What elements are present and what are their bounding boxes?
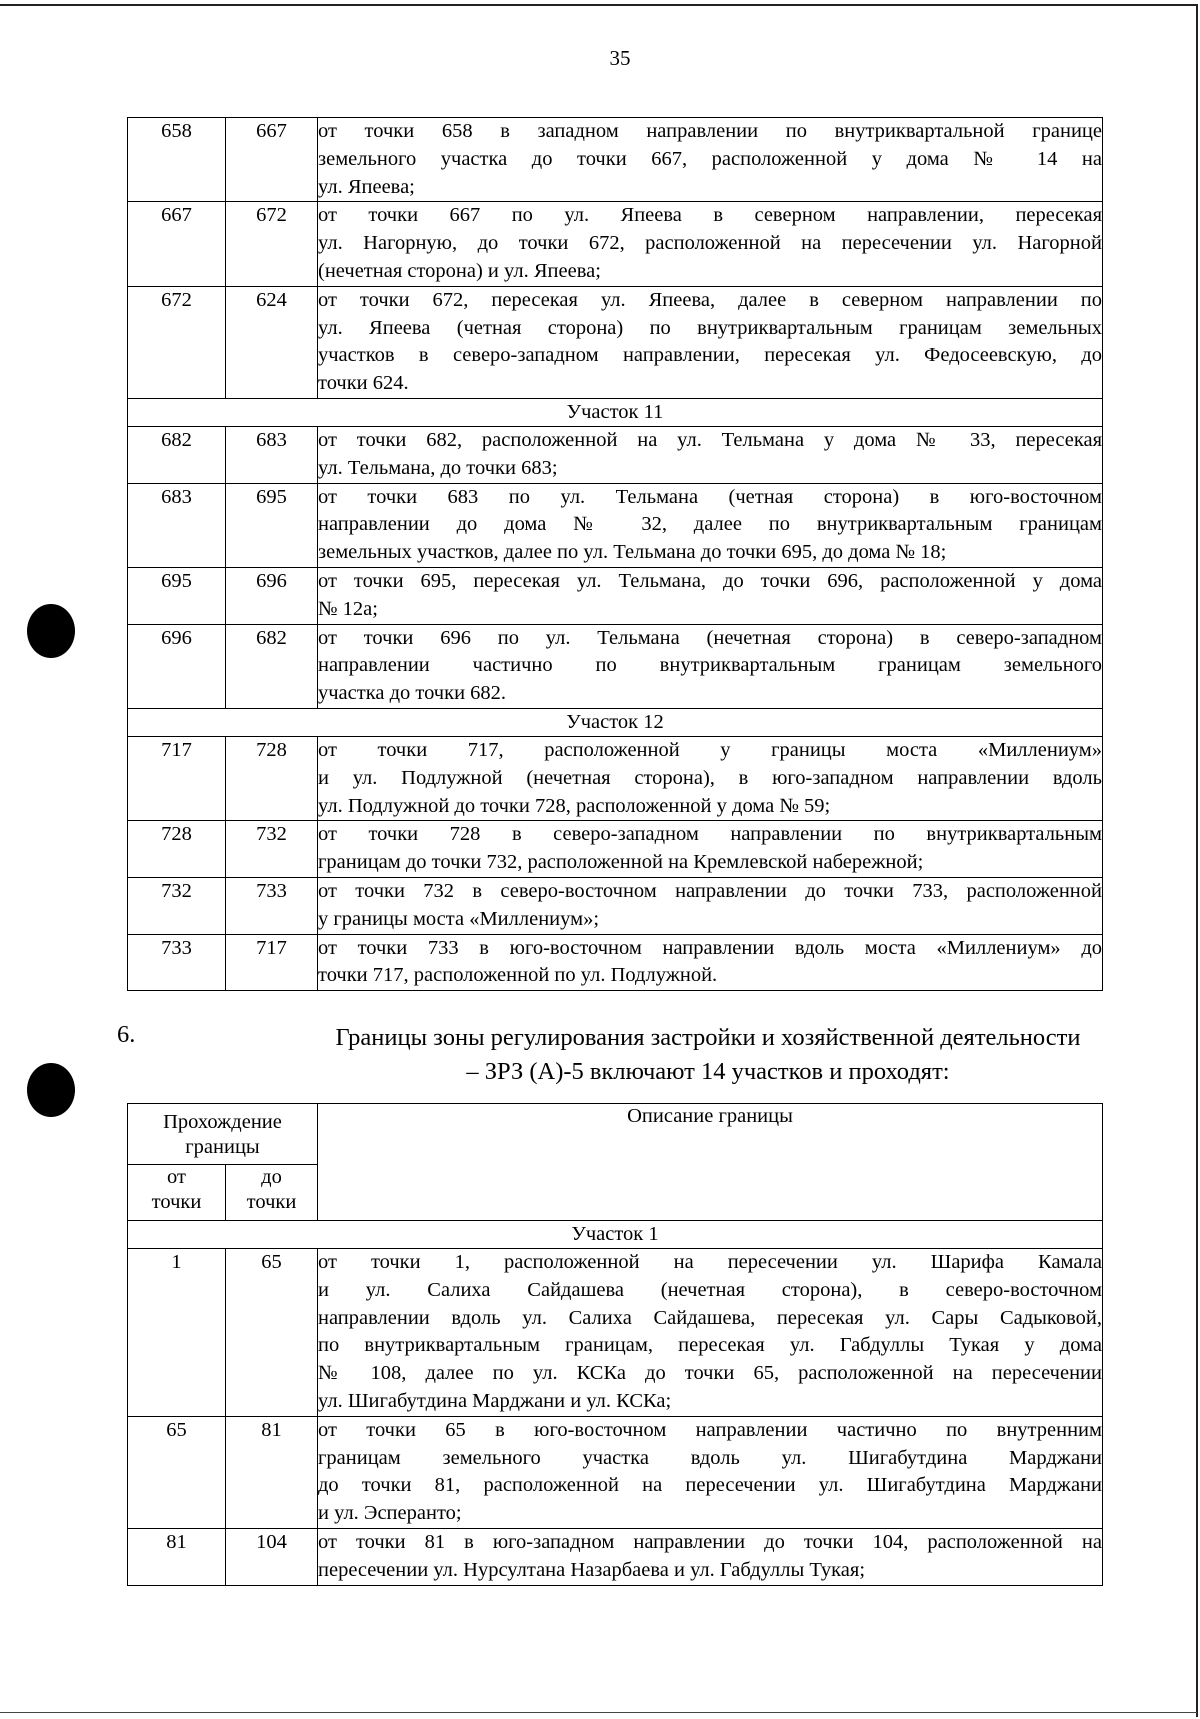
section-row: [128, 1221, 1103, 1249]
description-line: от точки 667 по ул. Япеева в северном направлении, пересекая: [318, 204, 1102, 227]
from-point-cell: 695: [128, 567, 226, 624]
description-line: от точки 733 в юго-восточном направлении вдоль моста «Миллениум» до: [318, 936, 1102, 959]
description-line: у границы моста «Миллениум»;: [318, 907, 600, 930]
table-row: [128, 934, 1103, 991]
description-line: от точки 695, пересекая ул. Тельмана, до точки 696, расположенной у дома: [318, 569, 1102, 592]
section-row: [128, 708, 1103, 736]
section-heading: [258, 1021, 1158, 1089]
to-point-cell: 682: [226, 624, 318, 708]
table-row: [128, 202, 1103, 286]
description-line: ул. Тельмана, до точки 683;: [318, 456, 558, 479]
to-point-cell: 104: [226, 1528, 318, 1585]
description-line: от точки 1, расположенной на пересечении ул. Шарифа Камала: [318, 1251, 1102, 1273]
description-line: от точки 732 в северо-восточном направлении до точки 733, расположенной: [318, 879, 1102, 902]
from-point-cell: 696: [128, 624, 226, 708]
description-line: от точки 672, пересекая ул. Япеева, далее в северном направлении по: [318, 288, 1102, 311]
punch-hole-mark: [27, 604, 75, 658]
description-cell: [318, 118, 1103, 202]
description-line: от точки 728 в северо-западном направлении по внутриквартальным: [318, 823, 1102, 846]
section-heading-line: Границы зоны регулирования застройки и хозяйственной деятельности: [335, 1024, 1081, 1051]
description-cell: [318, 202, 1103, 286]
from-header-line: от: [167, 1166, 186, 1188]
to-point-cell: 624: [226, 286, 318, 398]
boundary-table-zrz-a5: [127, 1103, 1103, 1586]
description-line: пересечении ул. Нурсултана Назарбаева и ул. Габдуллы Тукая;: [318, 1558, 866, 1581]
description-line: от точки 682, расположенной на ул. Тельмана у дома № 33, пересекая: [318, 428, 1102, 451]
description-cell: [318, 1249, 1103, 1417]
description-cell: [318, 736, 1103, 820]
description-cell: [318, 286, 1103, 398]
description-cell: [318, 821, 1103, 878]
from-header-line: точки: [151, 1191, 202, 1213]
to-point-cell: 732: [226, 821, 318, 878]
description-line: (нечетная сторона) и ул. Япеева;: [318, 259, 601, 282]
description-line: от точки 65 в юго-восточном направлении частично по внутренним: [318, 1418, 1102, 1441]
scan-border-right: [1196, 4, 1198, 1717]
table-row: [128, 1249, 1103, 1417]
to-header-line: точки: [246, 1191, 297, 1213]
description-cell: [318, 934, 1103, 991]
from-point-cell: 672: [128, 286, 226, 398]
description-line: земельного участка до точки 667, расположенной у дома № 14 на: [318, 147, 1102, 170]
description-line: границам до точки 732, расположенной на Кремлевской набережной;: [318, 851, 924, 874]
section-number: 6.: [117, 1021, 136, 1048]
scan-border-top: [0, 4, 1197, 6]
from-point-cell: 683: [128, 483, 226, 567]
table-row: [128, 118, 1103, 202]
table-row: [128, 821, 1103, 878]
description-line: от точки 717, расположенной у границы моста «Миллениум»: [318, 738, 1102, 761]
description-cell: [318, 624, 1103, 708]
description-line: ул. Нагорную, до точки 672, расположенной на пересечении ул. Нагорной: [318, 232, 1102, 255]
to-point-cell: 728: [226, 736, 318, 820]
table-row: [128, 736, 1103, 820]
scan-border-bottom: [0, 1712, 1197, 1713]
description-line: направлении вдоль ул. Салиха Сайдашева, пересекая ул. Сары Садыковой,: [318, 1306, 1102, 1329]
to-point-cell: 696: [226, 567, 318, 624]
description-line: от точки 81 в юго-западном направлении до точки 104, расположенной на: [318, 1530, 1102, 1553]
from-point-cell: 81: [128, 1528, 226, 1585]
section-title: Участок 1: [128, 1221, 1103, 1249]
to-point-header: [226, 1165, 318, 1221]
table-row: [128, 624, 1103, 708]
description-line: ул. Япеева;: [318, 175, 415, 198]
to-point-cell: 667: [226, 118, 318, 202]
description-line: от точки 658 в западном направлении по внутриквартальной границе: [318, 120, 1102, 142]
section-title: Участок 11: [128, 398, 1103, 426]
section-heading-line: – ЗРЗ (А)-5 включают 14 участков и проходят:: [466, 1058, 950, 1085]
from-point-header: [128, 1165, 226, 1221]
to-point-cell: 733: [226, 877, 318, 934]
description-line: № 108, далее по ул. КСКа до точки 65, расположенной на пересечении: [318, 1362, 1102, 1385]
from-point-cell: 717: [128, 736, 226, 820]
table-row: [128, 483, 1103, 567]
description-line: по внутриквартальным границам, пересекая ул. Габдуллы Тукая у дома: [318, 1334, 1102, 1357]
description-line: точки 624.: [318, 372, 409, 395]
description-header: Описание границы: [318, 1104, 1103, 1221]
description-line: ул. Япеева (четная сторона) по внутриквартальным границам земельных: [318, 316, 1102, 339]
to-point-cell: 683: [226, 426, 318, 483]
from-point-cell: 732: [128, 877, 226, 934]
from-point-cell: 658: [128, 118, 226, 202]
description-cell: [318, 1416, 1103, 1528]
from-point-cell: 733: [128, 934, 226, 991]
description-line: и ул. Салиха Сайдашева (нечетная сторона), в северо-восточном: [318, 1278, 1102, 1301]
description-line: № 12а;: [318, 597, 378, 620]
punch-hole-mark: [27, 1063, 75, 1117]
description-cell: [318, 426, 1103, 483]
table-row: [128, 286, 1103, 398]
description-line: направлении до дома № 32, далее по внутриквартальным границам: [318, 513, 1102, 536]
from-point-cell: 728: [128, 821, 226, 878]
passage-header-line: границы: [185, 1136, 260, 1158]
description-line: ул. Шигабутдина Марджани и ул. КСКа;: [318, 1389, 672, 1412]
description-line: от точки 683 по ул. Тельмана (четная сторона) в юго-восточном: [318, 485, 1102, 508]
to-point-cell: 81: [226, 1416, 318, 1528]
description-line: и ул. Подлужной (нечетная сторона), в юго-западном направлении вдоль: [318, 766, 1102, 789]
table-row: [128, 426, 1103, 483]
table-row: [128, 1416, 1103, 1528]
to-point-cell: 65: [226, 1249, 318, 1417]
description-line: и ул. Эсперанто;: [318, 1502, 462, 1525]
description-line: точки 717, расположенной по ул. Подлужной.: [318, 964, 718, 987]
description-line: ул. Подлужной до точки 728, расположенной у дома № 59;: [318, 794, 831, 817]
passage-header: [128, 1104, 318, 1165]
description-line: направлении частично по внутриквартальным границам земельного: [318, 654, 1102, 677]
to-header-line: до: [261, 1166, 282, 1188]
page-number: 35: [609, 46, 631, 70]
boundary-table-continued: [127, 117, 1103, 991]
table-row: [128, 567, 1103, 624]
from-point-cell: 1: [128, 1249, 226, 1417]
from-point-cell: 682: [128, 426, 226, 483]
description-line: участков в северо-западном направлении, пересекая ул. Федосеевскую, до: [318, 344, 1102, 367]
from-point-cell: 667: [128, 202, 226, 286]
description-line: от точки 696 по ул. Тельмана (нечетная сторона) в северо-западном: [318, 626, 1102, 649]
to-point-cell: 717: [226, 934, 318, 991]
to-point-cell: 695: [226, 483, 318, 567]
table-row: [128, 877, 1103, 934]
description-line: границам земельного участка вдоль ул. Шигабутдина Марджани: [318, 1446, 1102, 1469]
section-row: [128, 398, 1103, 426]
description-cell: [318, 877, 1103, 934]
description-cell: [318, 567, 1103, 624]
description-cell: [318, 1528, 1103, 1585]
description-line: земельных участков, далее по ул. Тельмана до точки 695, до дома № 18;: [318, 541, 947, 564]
description-cell: [318, 483, 1103, 567]
description-line: до точки 81, расположенной на пересечении ул. Шигабутдина Марджани: [318, 1474, 1102, 1497]
section-title: Участок 12: [128, 708, 1103, 736]
description-line: участка до точки 682.: [318, 682, 507, 705]
table-row: [128, 1528, 1103, 1585]
to-point-cell: 672: [226, 202, 318, 286]
passage-header-line: Прохождение: [163, 1111, 282, 1133]
table-header-row: [128, 1104, 1103, 1165]
from-point-cell: 65: [128, 1416, 226, 1528]
